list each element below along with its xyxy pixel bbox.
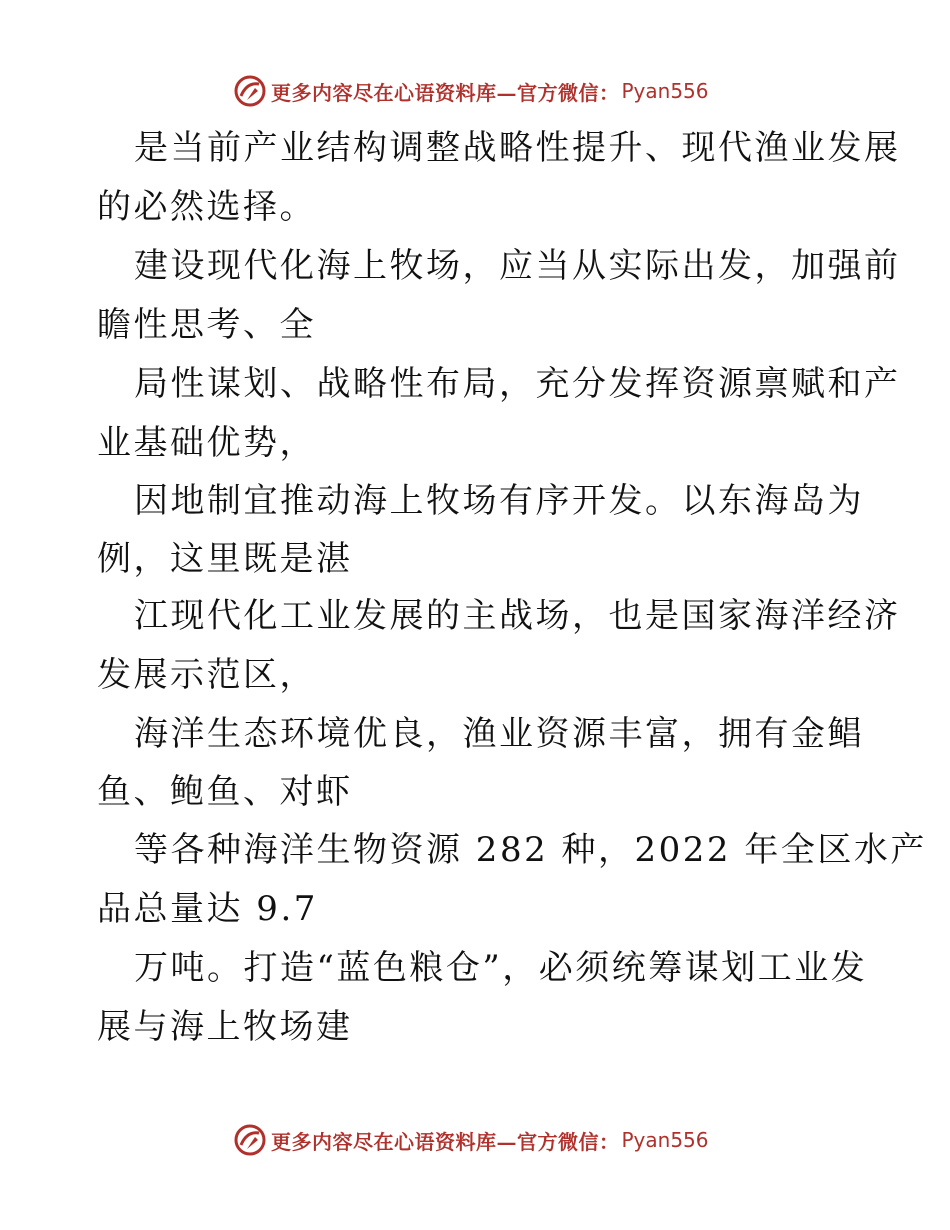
body-line: 局性谋划、战略性布局，充分发挥资源禀赋和产 — [134, 364, 901, 404]
body-line: 建设现代化海上牧场，应当从实际出发，加强前 — [134, 246, 901, 286]
body-line: 江现代化工业发展的主战场，也是国家海洋经济 — [134, 596, 901, 636]
body-line: 鱼、鲍鱼、对虾 — [97, 772, 353, 812]
body-line: 发展示范区， — [97, 655, 316, 695]
body-line: 瞻性思考、全 — [97, 305, 316, 345]
body-line: 展与海上牧场建 — [97, 1007, 353, 1047]
body-line: 因地制宜推动海上牧场有序开发。以东海岛为 — [134, 481, 864, 521]
banner-text: 更多内容尽在心语资料库—官方微信： — [271, 1129, 620, 1154]
footer-banner — [233, 1120, 709, 1160]
banner-text: 更多内容尽在心语资料库—官方微信： — [271, 80, 620, 105]
banner-logo-icon — [233, 74, 267, 108]
banner-wechat-id: Pyan556 — [621, 1128, 709, 1152]
body-line: 品总量达 9.7 — [97, 889, 318, 929]
body-line: 是当前产业结构调整战略性提升、现代渔业发展 — [134, 128, 901, 168]
body-line: 例，这里既是湛 — [97, 539, 353, 579]
header-banner — [233, 71, 709, 111]
body-line: 等各种海洋生物资源 282 种，2022 年全区水产 — [134, 830, 927, 870]
body-line: 海洋生态环境优良，渔业资源丰富，拥有金鲳 — [134, 714, 864, 754]
body-line: 万吨。打造“蓝色粮仓”，必须统筹谋划工业发 — [134, 948, 868, 988]
body-line: 的必然选择。 — [97, 187, 316, 227]
banner-logo-icon — [233, 1123, 267, 1157]
body-line: 业基础优势， — [97, 423, 316, 463]
banner-wechat-id: Pyan556 — [621, 79, 709, 103]
